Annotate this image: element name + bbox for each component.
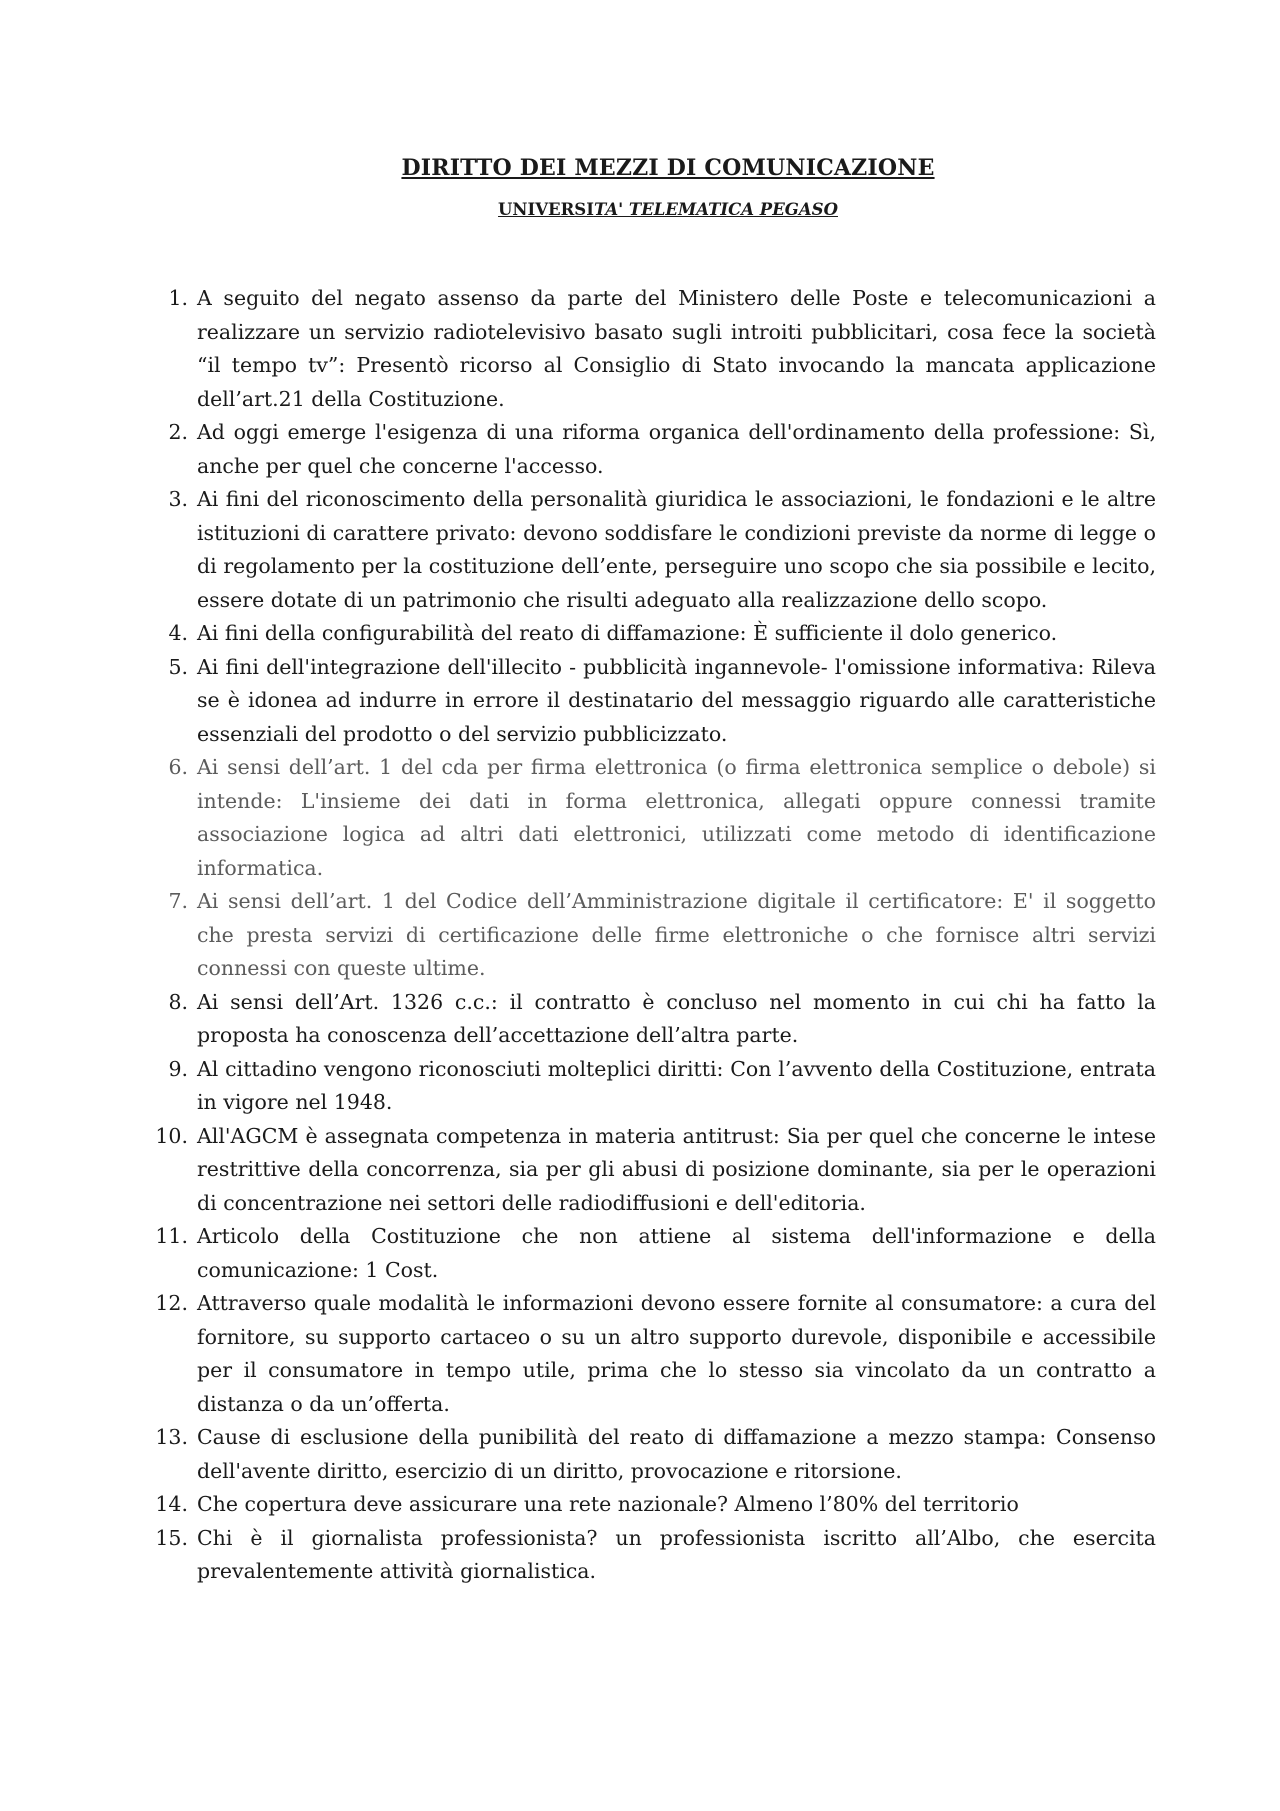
list-item [152,416,1156,483]
list-item [152,651,1156,752]
item-text: Attraverso quale modalità le informazioni devono essere fornite al consumatore: a cura del fornitore, su supporto cartaceo o su un altro supporto durevole, disponibile e accessibile per il consumatore in tempo utile, prima che lo stesso sia vincolato da un contratto a distanza o da un’offerta. [197,1291,1156,1416]
list-item [152,1220,1156,1287]
list-item [152,885,1156,986]
item-number: 6. [168,755,188,779]
subtitle-plain: UNIVERSI [498,200,594,219]
document-subtitle [180,198,1156,222]
item-number: 4. [168,621,188,645]
item-number: 7. [168,889,188,913]
item-text: Ai fini dell'integrazione dell'illecito - pubblicità ingannevole- l'omissione informativa: Rileva se è idonea ad indurre in errore il destinatario del messaggio riguardo alle caratteristiche essenziali del prodotto o del servizio pubblicizzato. [197,654,1156,746]
list-item [152,1287,1156,1421]
list-item [152,282,1156,416]
item-number: 13. [155,1425,188,1449]
item-text: A seguito del negato assenso da parte del Ministero delle Poste e telecomunicazioni a realizzare un servizio radiotelevisivo basato sugli introiti pubblicitari, cosa fece la società “il tempo tv”: Presentò ricorso al Consiglio di Stato invocando la mancata applicazione dell’art.21 della Costituzione. [197,286,1156,411]
item-text: Ai sensi dell’art. 1 del Codice dell’Amministrazione digitale il certificatore: E' il soggetto che presta servizi di certificazione delle firme elettroniche o che fornisce altri servizi connessi con queste ultime. [197,889,1156,980]
item-number: 8. [168,989,188,1014]
list-item [152,483,1156,617]
question-list [152,282,1156,1589]
list-item [152,1488,1156,1522]
item-number: 10. [155,1123,188,1148]
list-item [152,751,1156,885]
item-text: Cause di esclusione della punibilità del reato di diffamazione a mezzo stampa: Consenso dell'avente diritto, esercizio di un diritto, provocazione e ritorsione. [197,1425,1156,1483]
list-item [152,617,1156,651]
item-text: Ai sensi dell’art. 1 del cda per firma elettronica (o firma elettronica semplice o debole) si intende: L'insieme dei dati in forma elettronica, allegati oppure connessi tramite associazione logica ad altri dati elettronici, utilizzati come metodo di identificazione informatica. [197,755,1156,880]
list-item [152,1421,1156,1488]
item-text: Ai fini della configurabilità del reato di diffamazione: È sufficiente il dolo generico. [197,621,1058,645]
item-text: All'AGCM è assegnata competenza in materia antitrust: Sia per quel che concerne le intese restrittive della concorrenza, sia per gli abusi di posizione dominante, sia per le operazioni di concentrazione nei settori delle radiodiffusioni e dell'editoria. [197,1123,1156,1215]
item-number: 3. [168,487,188,511]
item-number: 14. [155,1492,188,1516]
item-text: Ad oggi emerge l'esigenza di una riforma organica dell'ordinamento della professione: Sì, anche per quel che concerne l'accesso. [197,420,1156,478]
item-text: Al cittadino vengono riconosciuti molteplici diritti: Con l’avvento della Costituzione, entrata in vigore nel 1948. [197,1056,1156,1114]
item-text: Articolo della Costituzione che non attiene al sistema dell'informazione e della comunicazione: 1 Cost. [197,1224,1156,1282]
list-item [152,1120,1156,1221]
item-number: 9. [168,1056,188,1081]
document-title: DIRITTO DEI MEZZI DI COMUNICAZIONE [401,155,935,181]
item-text: Ai sensi dell’Art. 1326 c.c.: il contratto è concluso nel momento in cui chi ha fatto la proposta ha conoscenza dell’accettazione dell’altra parte. [197,989,1156,1047]
subtitle-italic: TA' TELEMATICA PEGASO [593,200,838,219]
item-number: 12. [155,1291,188,1315]
item-number: 5. [168,654,188,679]
item-number: 11. [155,1224,188,1248]
item-number: 1. [168,286,188,310]
list-item [152,1522,1156,1589]
item-text: Ai fini del riconoscimento della personalità giuridica le associazioni, le fondazioni e le altre istituzioni di carattere privato: devono soddisfare le condizioni previste da norme di legge o di regolamento per la costituzione dell’ente, perseguire uno scopo che sia possibile e lecito, essere dotate di un patrimonio che risulti adeguato alla realizzazione dello scopo. [197,487,1156,612]
item-text: Che copertura deve assicurare una rete nazionale? Almeno l’80% del territorio [197,1492,1019,1516]
item-text: Chi è il giornalista professionista? un professionista iscritto all’Albo, che esercita prevalentemente attività giornalistica. [197,1525,1156,1583]
item-number: 2. [168,420,188,444]
list-item [152,1053,1156,1120]
list-item [152,986,1156,1053]
item-number: 15. [155,1525,188,1550]
